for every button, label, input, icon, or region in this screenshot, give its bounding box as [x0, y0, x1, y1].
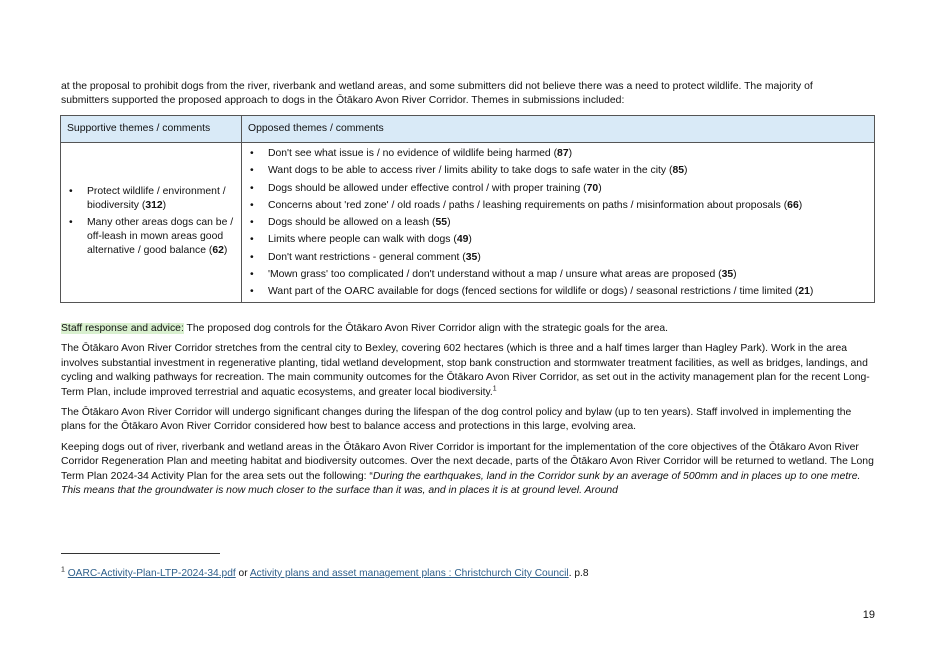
staff-response-paragraph	[61, 322, 876, 336]
corridor-paragraph: The Ōtākaro Avon River Corridor stretches from the central city to Bexley, covering 602 hectares (which is three and a half times larger than Hagley Park). Work in the area involves substantial investment in regenerative planting, tidal wetland development, stop bank construction and stormwater treatment facilities, as well as bridges, landings, and cycling and walking pathways for recreation. The main community outcomes for the Ōtākaro Avon River Corridor, as set out in the activity management plan for the recent Long-Term Plan, include improved terrestrial and aquatic ecosystems, and greater local biodiversity.$^1$	[61, 343, 870, 398]
changes-paragraph: The Ōtākaro Avon River Corridor will undergo significant changes during the lifespan of the dog control policy and bylaw (up to ten years). Staff involved in implementing the plans for the Ōtākaro Avon River Corridor considered how best to balance access and protections in this large, evolving area.	[61, 407, 852, 433]
footnote-mark: 1	[61, 566, 65, 574]
list-item: • Dogs should be allowed on a leash (55)	[248, 214, 868, 231]
page-number: 19	[862, 609, 875, 621]
table-body-row	[61, 143, 875, 303]
intro-paragraph	[61, 80, 876, 109]
opposed-list	[248, 145, 868, 301]
list-item: • Many other areas dogs can be / off-leash in mown areas good alternative / good balance (62)	[67, 216, 235, 259]
list-item: • Don't see what issue is / no evidence of wildlife being harmed (87)	[248, 145, 868, 162]
body-section	[61, 322, 876, 504]
footnote-divider	[61, 553, 220, 554]
header-supportive: Supportive themes / comments	[61, 116, 242, 143]
list-item: • Dogs should be allowed under effective control / with proper training (70)	[248, 180, 868, 197]
wetland-paragraph: Keeping dogs out of river, riverbank and wetland areas in the Ōtākaro Avon River Corridor is important for the implementation of the core objectives of the Ōtākaro Avon River Corridor Regeneration Plan and meeting habitat and biodiversity outcomes. Over the next decade, parts of the Ōtākaro Avon River Corridor will be returned to wetland. The Long Term Plan 2024-34 Activity Plan for the area sets out the following: “During the earthquakes, land in the Corridor sunk by an average of 500mm and in places up to one metre. This means that the groundwater is now much closer to the surface than it was, and in places it is at ground level. Around	[61, 441, 874, 497]
supportive-cell	[61, 143, 242, 303]
oarc-plan-link[interactable]: OARC-Activity-Plan-LTP-2024-34.pdf	[67, 568, 236, 579]
footnote-reference[interactable]: 1	[492, 385, 497, 393]
table-header-row	[61, 116, 875, 143]
header-opposed: Opposed themes / comments	[242, 116, 875, 143]
list-item: • Want part of the OARC available for dogs (fenced sections for wildlife or dogs) / seasonal restrictions / time limited (21)	[248, 283, 868, 300]
list-item: • 'Mown grass' too complicated / don't understand without a map / unsure what areas are proposed (35)	[248, 266, 868, 283]
supportive-list	[67, 185, 235, 259]
list-item: • Limits where people can walk with dogs (49)	[248, 231, 868, 248]
list-item: • Don't want restrictions - general comment (35)	[248, 249, 868, 266]
intro-line-2: submitters supported the proposed approach to dogs in the Ōtākaro Avon River Corridor. Themes in submissions included:	[61, 95, 625, 107]
activity-plans-link[interactable]: Activity plans and asset management plans : Christchurch City Council	[249, 568, 569, 579]
footnote: $^1$ OARC-Activity-Plan-LTP-2024-34.pdf or Activity plans and asset management plans : Christchurch City Council. p.8	[61, 566, 589, 579]
list-item: • Concerns about 'red zone' / old roads / paths / leashing requirements on paths / misinformation about proposals (66)	[248, 197, 868, 214]
quoted-plan-text: During the earthquakes, land in the Corridor sunk by an average of 500mm and in places up to one metre. This means that the groundwater is now much closer to the surface than it was, and in places it is at ground level. Around	[61, 470, 861, 497]
staff-response-text: The proposed dog controls for the Ōtākaro Avon River Corridor align with the strategic goals for the area.	[183, 323, 669, 334]
staff-response-label: Staff response and advice:	[61, 323, 184, 334]
intro-line-1: at the proposal to prohibit dogs from the river, riverbank and wetland areas, and some submitters did not believe there was a need to protect wildlife. The majority of	[61, 81, 813, 92]
list-item: • Want dogs to be able to access river / limits ability to take dogs to safe water in the city (85)	[248, 162, 868, 179]
opposed-cell	[242, 143, 875, 303]
themes-table	[60, 115, 875, 303]
list-item: • Protect wildlife / environment / biodiversity (312)	[67, 185, 235, 214]
